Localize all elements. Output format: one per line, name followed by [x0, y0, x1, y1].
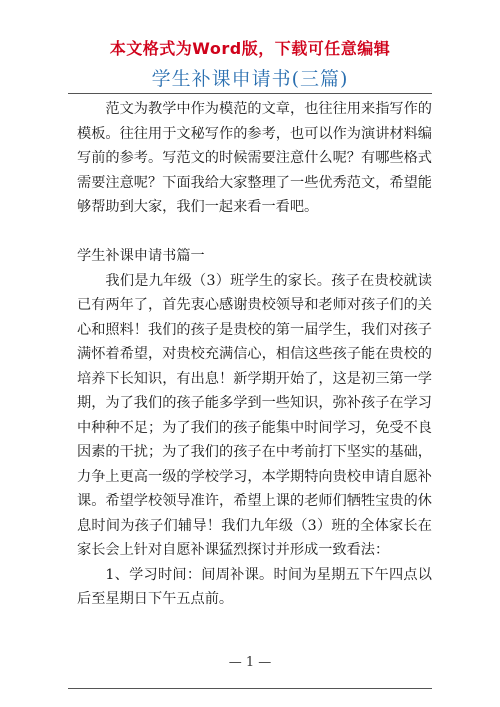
header-rule	[68, 93, 432, 94]
paragraph-spacer	[77, 220, 432, 245]
document-body	[77, 97, 432, 612]
intro-paragraph: 范文为教学中作为模范的文章，也往往用来指写作的模板。往往用于文秘写作的参考，也可以作为演讲材料编写前的参考。写范文的时候需要注意什么呢？有哪些格式需要注意呢？下面我给大家整理了一些优秀范文，希望能够帮助到大家，我们一起来看一看吧。	[77, 101, 432, 215]
word-format-banner: 本文格式为Word版，下载可任意编辑	[109, 39, 391, 58]
footer-rule	[68, 688, 432, 689]
page-number: — 1 —	[228, 655, 272, 670]
document-title: 学生补课申请书(三篇)	[151, 68, 349, 90]
list-item: 1、学习时间：间周补课。时间为星期五下午四点以后至星期日下午五点前。	[77, 566, 432, 607]
section-heading: 学生补课申请书篇一	[77, 248, 205, 264]
body-paragraph: 我们是九年级（3）班学生的家长。孩子在贵校就读已有两年了，首先衷心感谢贵校领导和老师对孩子们的关心和照料！我们的孩子是贵校的第一届学生，我们对孩子满怀着希望，对贵校充满信心，相信这些孩子能在贵校的培养下长知识，有出息！新学期开始了，这是初三第一学期，为了我们的孩子能多学到一些知识，弥补孩子在学习中种种不足；为了我们的孩子能集中时间学习，免受不良因素的干扰；为了我们的孩子在中考前打下坚实的基础，力争上更高一级的学校学习，本学期特向贵校申请自愿补课。希望学校领导准许，希望上课的老师们牺牲宝贵的休息时间为孩子们辅导！我们九年级（3）班的全体家长在家长会上针对自愿补课猛烈探讨并形成一致看法：	[77, 272, 432, 558]
